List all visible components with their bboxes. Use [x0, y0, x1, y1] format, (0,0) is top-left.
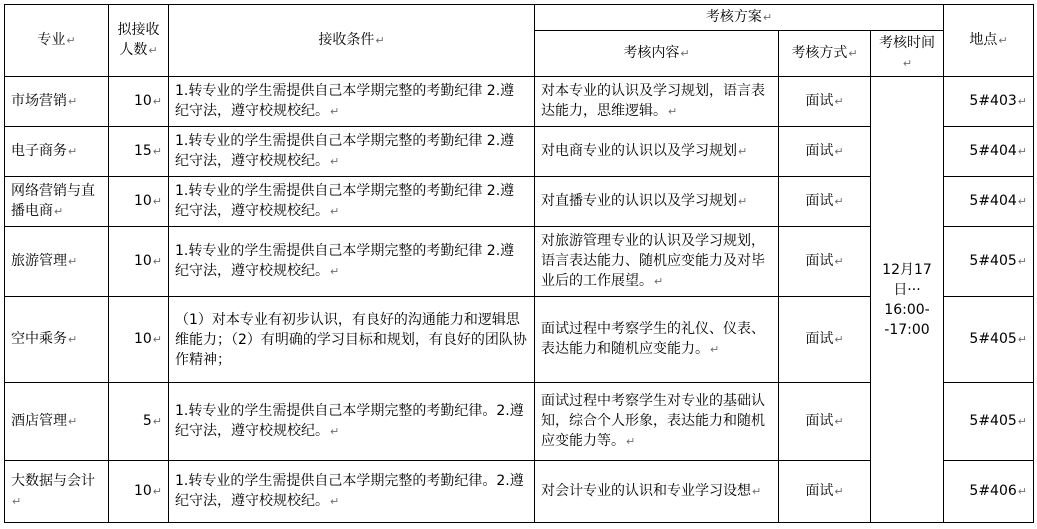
conditions-cell: 1.转专业的学生需提供自己本学期完整的考勤纪律。2.遵纪守法，遵守校规校纪。↵ — [169, 383, 535, 461]
method-cell: 面试↵ — [779, 127, 871, 177]
method-cell: 面试↵ — [779, 227, 871, 297]
header-content: 考核内容↵ — [535, 31, 779, 77]
time-date: 12月17日··· — [882, 261, 932, 298]
content-cell: 对电商专业的认识以及学习规划↵ — [535, 127, 779, 177]
header-quota: 拟接收人数↵ — [109, 5, 169, 77]
time-cell — [871, 77, 944, 523]
location-cell: 5#405↵ — [944, 227, 1034, 297]
conditions-cell: （1）对本专业有初步认识，有良好的沟通能力和逻辑思维能力；（2）有明确的学习目标和规划，有良好的团队协作精神； — [169, 297, 535, 383]
location-cell: 5#403↵ — [944, 77, 1034, 127]
major-cell: 空中乘务↵ — [5, 297, 109, 383]
major-cell: 电子商务↵ — [5, 127, 109, 177]
header-method: 考核方式↵ — [779, 31, 871, 77]
quota-cell: 10↵ — [109, 77, 169, 127]
major-cell: 市场营销↵ — [5, 77, 109, 127]
conditions-cell: 1.转专业的学生需提供自己本学期完整的考勤纪律 2.遵纪守法，遵守校规校纪。↵ — [169, 77, 535, 127]
quota-cell: 15↵ — [109, 127, 169, 177]
header-conditions: 接收条件↵ — [169, 5, 535, 77]
header-plan: 考核方案↵ — [535, 5, 944, 31]
conditions-cell: 1.转专业的学生需提供自己本学期完整的考勤纪律。2.遵纪守法，遵守校规校纪。↵ — [169, 461, 535, 523]
header-location: 地点↵ — [944, 5, 1034, 77]
content-cell: 对直播专业的认识以及学习规划↵ — [535, 177, 779, 227]
method-cell: 面试↵ — [779, 77, 871, 127]
location-cell: 5#405↵ — [944, 297, 1034, 383]
transfer-table — [4, 4, 1034, 523]
header-major: 专业↵ — [5, 5, 109, 77]
conditions-cell: 1.转专业的学生需提供自己本学期完整的考勤纪律 2.遵纪守法，遵守校规校纪。↵ — [169, 177, 535, 227]
quota-cell: 10↵ — [109, 177, 169, 227]
method-cell: 面试↵ — [779, 177, 871, 227]
time-range: 16:00--17:00 — [884, 301, 930, 338]
location-cell: 5#405↵ — [944, 383, 1034, 461]
method-cell: 面试↵ — [779, 297, 871, 383]
content-cell: 对旅游管理专业的认识及学习规划，语言表达能力、随机应变能力及对毕业后的工作展望。↵ — [535, 227, 779, 297]
content-cell: 面试过程中考察学生的礼仪、仪表、表达能力和随机应变能力。↵ — [535, 297, 779, 383]
quota-cell: 10↵ — [109, 297, 169, 383]
major-cell: 酒店管理↵ — [5, 383, 109, 461]
major-cell: 网络营销与直播电商↵ — [5, 177, 109, 227]
conditions-cell: 1.转专业的学生需提供自己本学期完整的考勤纪律 2.遵纪守法，遵守校规校纪。↵ — [169, 227, 535, 297]
major-cell: 旅游管理↵ — [5, 227, 109, 297]
conditions-cell: 1.转专业的学生需提供自己本学期完整的考勤纪律 2.遵纪守法，遵守校规校纪。↵ — [169, 127, 535, 177]
quota-cell: 10↵ — [109, 461, 169, 523]
location-cell: 5#404↵ — [944, 177, 1034, 227]
quota-cell: 10↵ — [109, 227, 169, 297]
header-time: 考核时间↵ — [871, 31, 944, 77]
quota-cell: 5↵ — [109, 383, 169, 461]
major-cell: 大数据与会计↵ — [5, 461, 109, 523]
content-cell: 对本专业的认识及学习规划，语言表达能力，思维逻辑。↵ — [535, 77, 779, 127]
location-cell: 5#406↵ — [944, 461, 1034, 523]
location-cell: 5#404↵ — [944, 127, 1034, 177]
method-cell: 面试↵ — [779, 461, 871, 523]
content-cell: 面试过程中考察学生对专业的基础认知，综合个人形象，表达能力和随机应变能力等。↵ — [535, 383, 779, 461]
content-cell: 对会计专业的认识和专业学习设想↵ — [535, 461, 779, 523]
table-row — [5, 77, 1034, 127]
method-cell: 面试↵ — [779, 383, 871, 461]
